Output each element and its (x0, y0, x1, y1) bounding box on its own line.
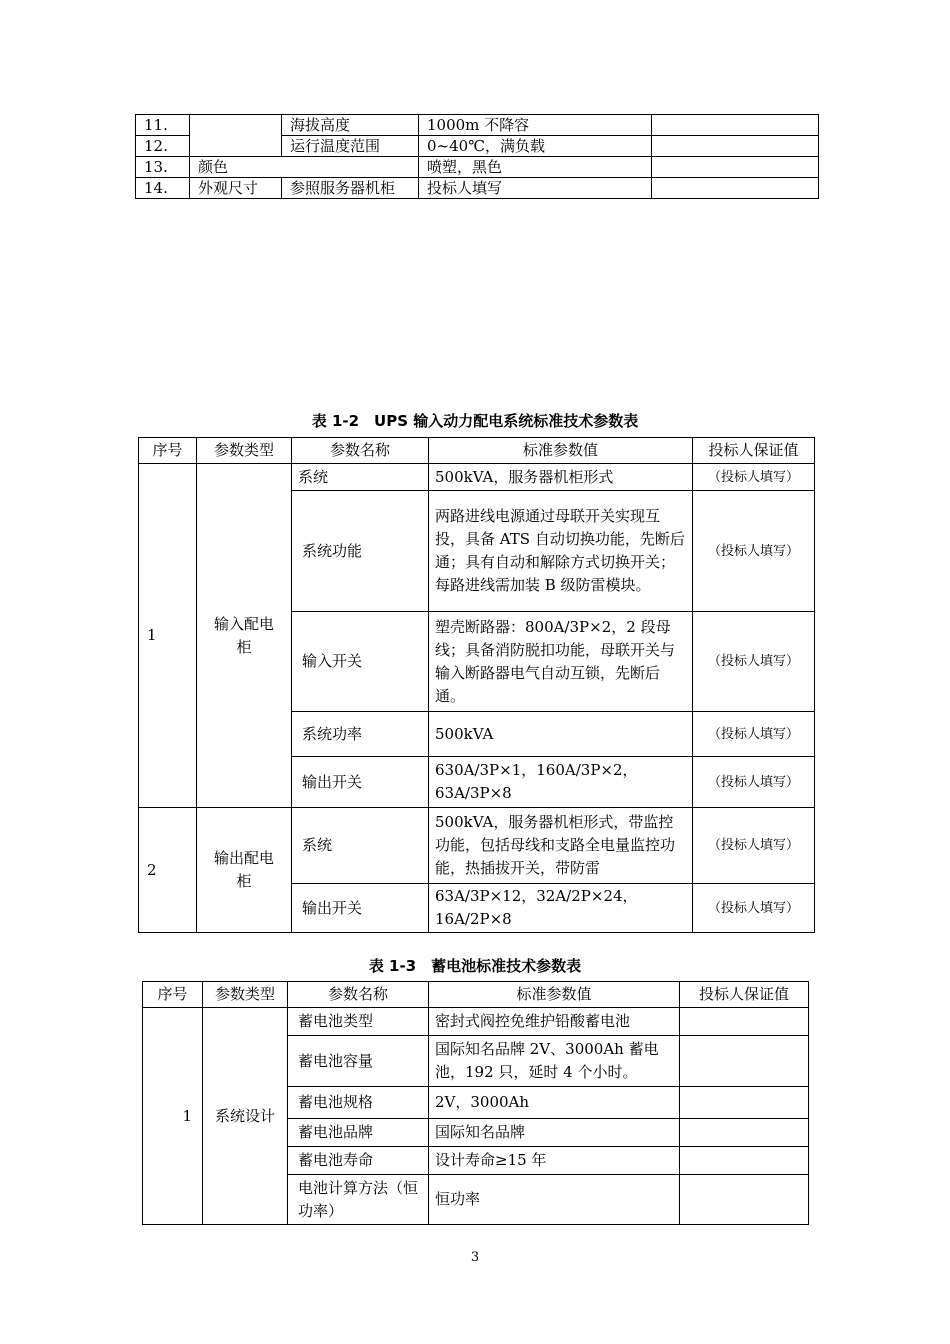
param-name: 海拔高度 (282, 115, 419, 136)
param-name: 运行温度范围 (282, 136, 419, 157)
param-name: 输入开关 (292, 612, 429, 712)
param-name: 蓄电池规格 (288, 1087, 429, 1119)
table-caption: 表 1-2 UPS 输入动力配电系统标准技术参数表 (311, 412, 639, 430)
param-type: 颜色 (190, 157, 419, 178)
guarantee-value: （投标人填写） (693, 884, 815, 933)
guarantee-value: （投标人填写） (693, 808, 815, 884)
param-name: 参照服务器机柜 (282, 178, 419, 199)
guarantee-value (680, 1036, 809, 1087)
guarantee-value: （投标人填写） (693, 612, 815, 712)
param-name: 输出开关 (292, 884, 429, 933)
row-number: 14. (136, 178, 190, 199)
param-type (190, 115, 282, 157)
guarantee-value (652, 157, 819, 178)
param-type: 输入配电柜 (197, 464, 292, 808)
param-value: 投标人填写 (419, 178, 652, 199)
guarantee-value (680, 1119, 809, 1147)
table-row (139, 464, 815, 491)
param-name: 系统 (292, 464, 429, 491)
header-cell: 参数类型 (197, 438, 292, 464)
table-row (136, 178, 819, 199)
param-value: 密封式阀控免维护铅酸蓄电池 (429, 1008, 680, 1036)
header-cell: 序号 (139, 438, 197, 464)
param-name: 电池计算方法（恒功率） (288, 1175, 429, 1225)
guarantee-value (680, 1147, 809, 1175)
table-header-row (139, 438, 815, 464)
param-type: 外观尺寸 (190, 178, 282, 199)
guarantee-value (652, 115, 819, 136)
header-cell: 参数名称 (288, 982, 429, 1008)
guarantee-value: （投标人填写） (693, 712, 815, 757)
param-name: 输出开关 (292, 757, 429, 808)
table-row (136, 115, 819, 136)
param-value: 塑壳断路器：800A/3P×2，2 段母线；具备消防脱扣功能，母联开关与输入断路器电气自动互锁，先断后通。 (429, 612, 693, 712)
guarantee-value (680, 1087, 809, 1119)
param-value: 500kVA，服务器机柜形式，带监控功能，包括母线和支路全电量监控功能，热插拔开关，带防雷 (429, 808, 693, 884)
table-environment-params (135, 114, 819, 199)
param-name: 蓄电池寿命 (288, 1147, 429, 1175)
param-type: 系统设计 (203, 1008, 288, 1225)
param-name: 系统功能 (292, 491, 429, 612)
row-number: 11. (136, 115, 190, 136)
param-name: 蓄电池容量 (288, 1036, 429, 1087)
param-value: 500kVA (429, 712, 693, 757)
guarantee-value (652, 136, 819, 157)
table-power-distribution (138, 437, 815, 933)
table-battery (142, 981, 809, 1225)
param-value: 国际知名品牌 2V、3000Ah 蓄电池，192 只，延时 4 个小时。 (429, 1036, 680, 1087)
param-value: 设计寿命≥15 年 (429, 1147, 680, 1175)
guarantee-value: （投标人填写） (693, 757, 815, 808)
table-header-row (143, 982, 809, 1008)
param-value: 国际知名品牌 (429, 1119, 680, 1147)
table-row (136, 157, 819, 178)
header-cell: 投标人保证值 (693, 438, 815, 464)
param-value: 630A/3P×1，160A/3P×2，63A/3P×8 (429, 757, 693, 808)
guarantee-value: （投标人填写） (693, 491, 815, 612)
param-name: 蓄电池品牌 (288, 1119, 429, 1147)
header-cell: 标准参数值 (429, 982, 680, 1008)
header-cell: 参数类型 (203, 982, 288, 1008)
guarantee-value (652, 178, 819, 199)
param-value: 500kVA，服务器机柜形式 (429, 464, 693, 491)
guarantee-value: （投标人填写） (693, 464, 815, 491)
header-cell: 标准参数值 (429, 438, 693, 464)
param-value: 喷塑，黑色 (419, 157, 652, 178)
guarantee-value (680, 1008, 809, 1036)
param-name: 系统 (292, 808, 429, 884)
param-name: 蓄电池类型 (288, 1008, 429, 1036)
param-value: 2V，3000Ah (429, 1087, 680, 1119)
header-cell: 投标人保证值 (680, 982, 809, 1008)
param-type: 输出配电柜 (197, 808, 292, 933)
param-value: 两路进线电源通过母联开关实现互投，具备 ATS 自动切换功能，先断后通；具有自动和解除方式切换开关；每路进线需加装 B 级防雷模块。 (429, 491, 693, 612)
param-value: 1000m 不降容 (419, 115, 652, 136)
guarantee-value (680, 1175, 809, 1225)
param-value: 恒功率 (429, 1175, 680, 1225)
row-number: 12. (136, 136, 190, 157)
row-number: 13. (136, 157, 190, 178)
param-name: 系统功率 (292, 712, 429, 757)
page-number: 3 (470, 1250, 480, 1265)
header-cell: 参数名称 (292, 438, 429, 464)
table-row (139, 808, 815, 884)
table-row (143, 1008, 809, 1036)
row-number: 2 (139, 808, 197, 933)
table-caption: 表 1-3 蓄电池标准技术参数表 (368, 957, 582, 975)
param-value: 63A/3P×12，32A/2P×24，16A/2P×8 (429, 884, 693, 933)
row-number: 1 (143, 1008, 203, 1225)
header-cell: 序号 (143, 982, 203, 1008)
row-number: 1 (139, 464, 197, 808)
param-value: 0~40℃，满负载 (419, 136, 652, 157)
